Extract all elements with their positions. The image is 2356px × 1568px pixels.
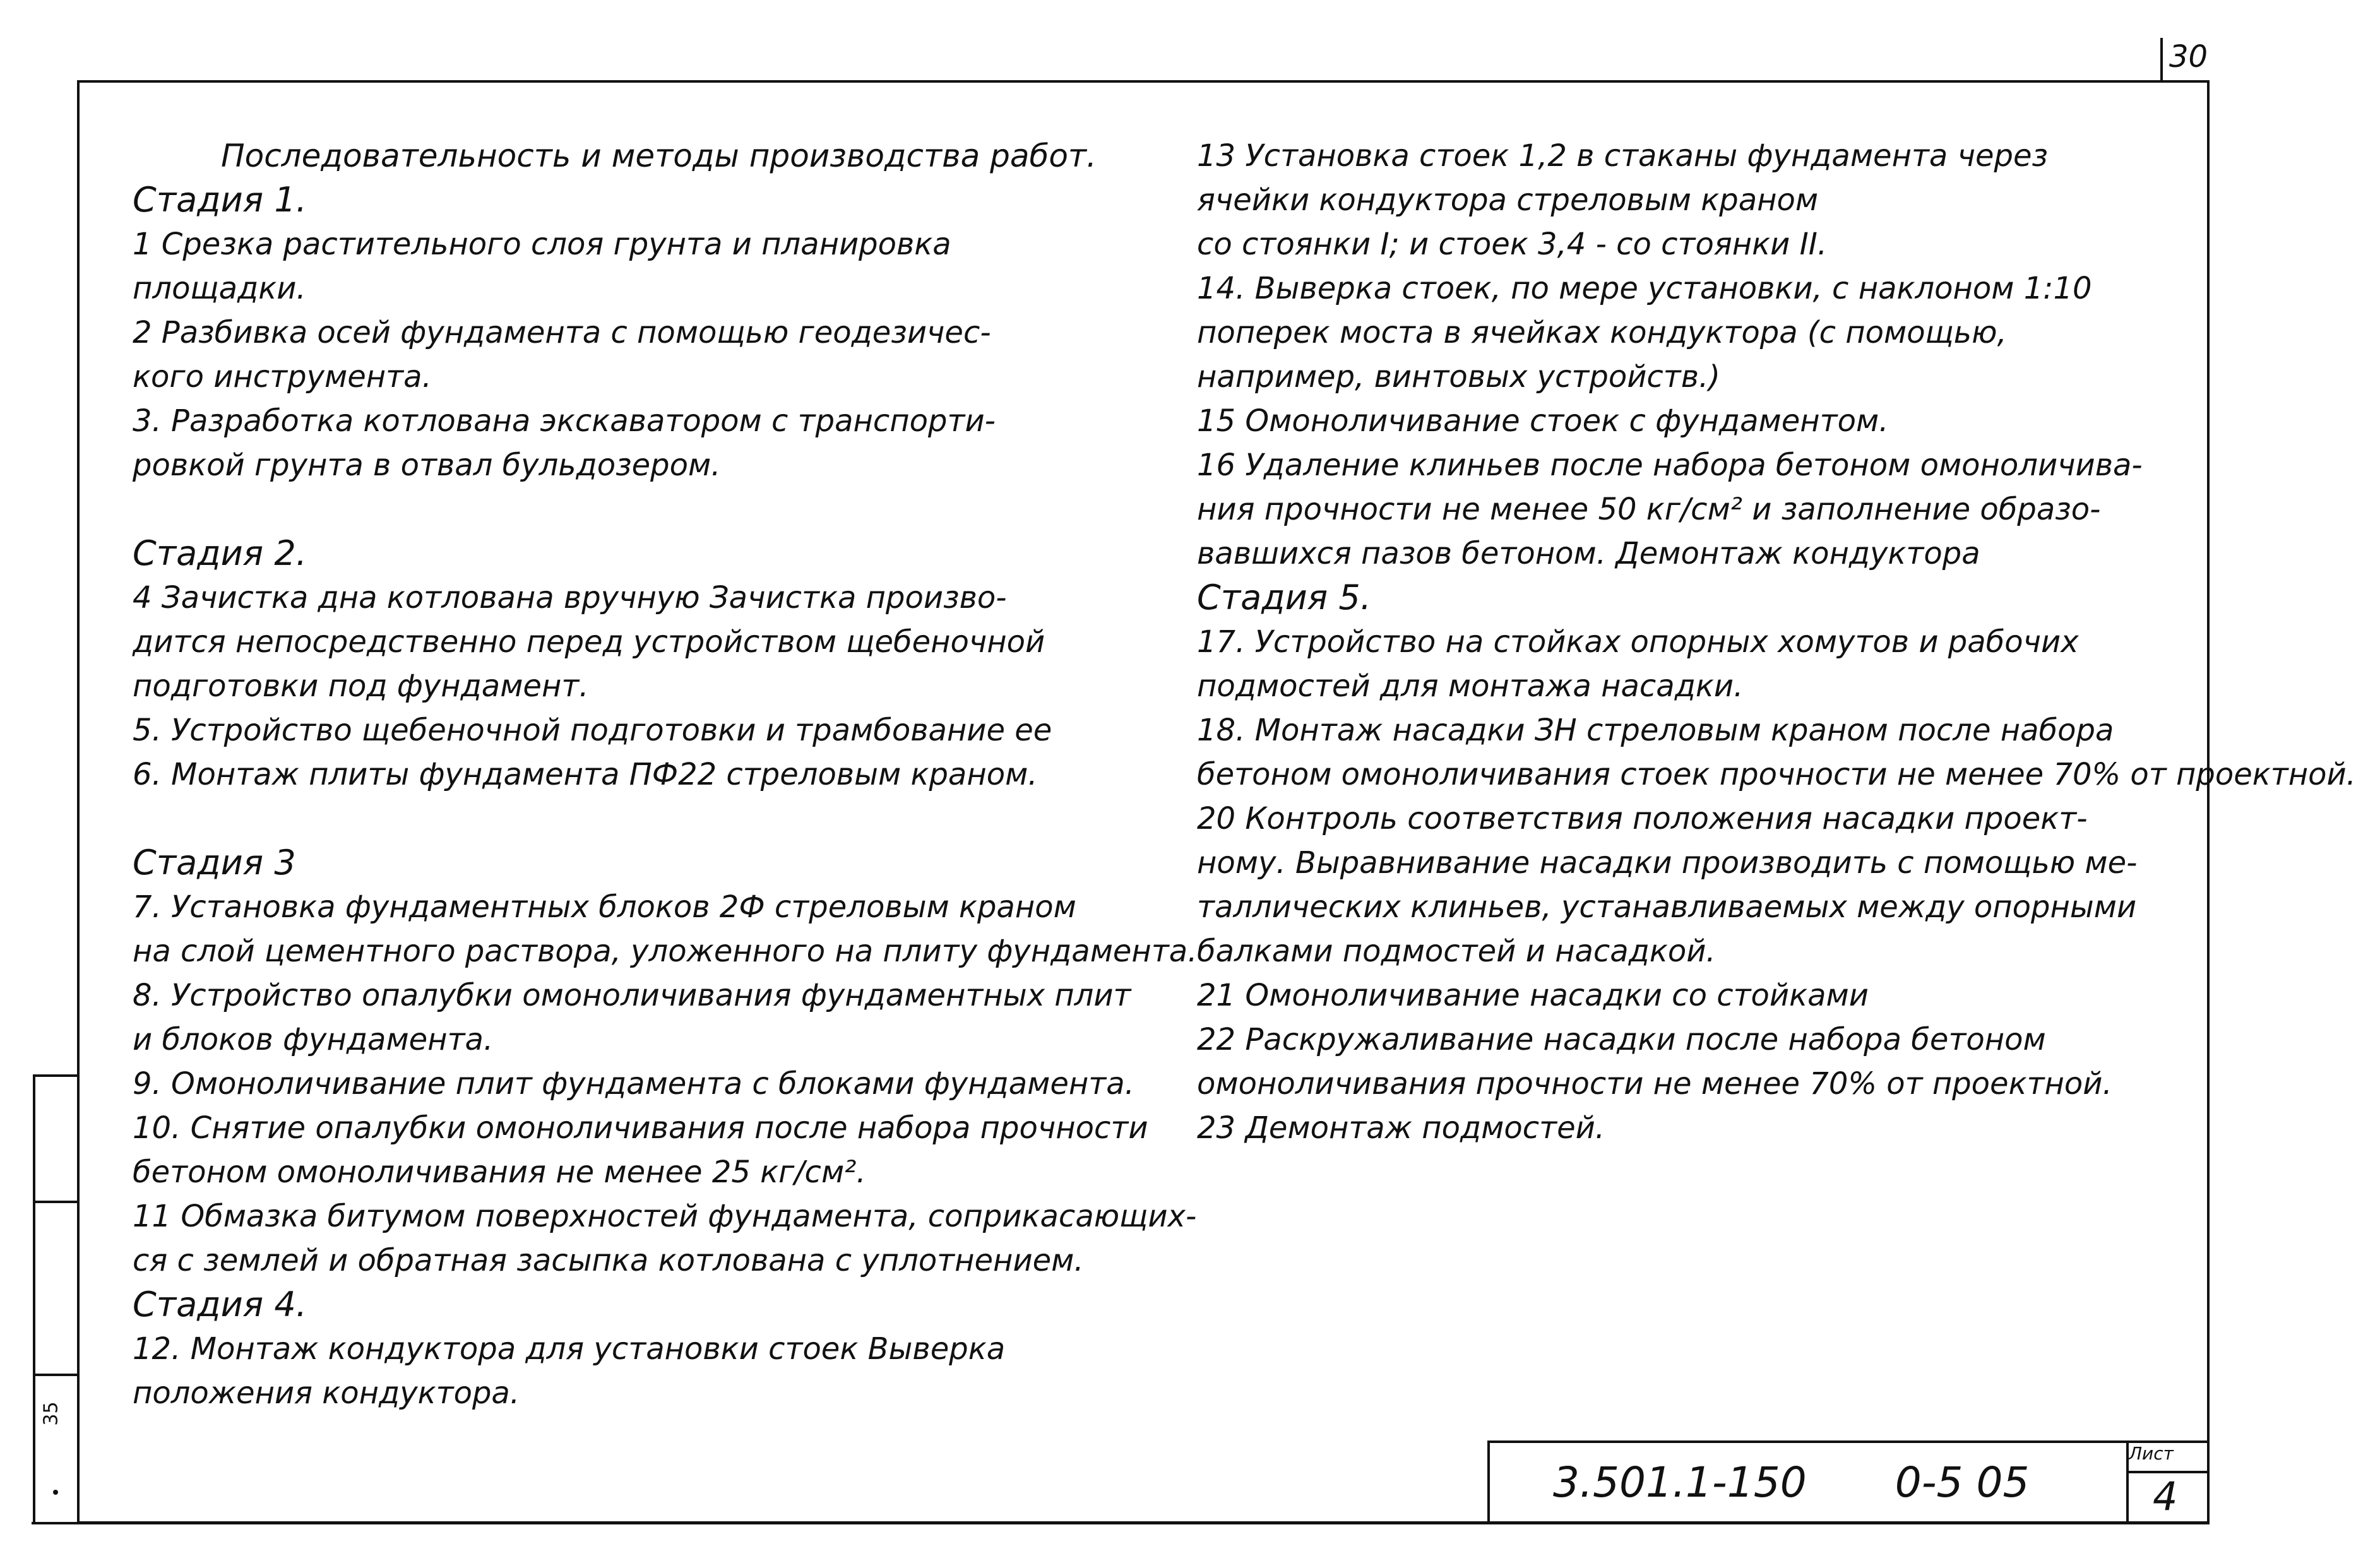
right-text-column xyxy=(1197,134,2356,1150)
text-line: 15 Омоноличивание стоек с фундаментом. xyxy=(1197,403,1889,439)
binding-strip-divider xyxy=(33,1201,77,1203)
text-line: подмостей для монтажа насадки. xyxy=(1197,668,1744,704)
stage-heading: Стадия 1. xyxy=(133,180,307,220)
spacer xyxy=(133,487,1197,532)
text-line: например, винтовых устройств.) xyxy=(1197,359,1721,395)
text-line: ячейки кондуктора стреловым краном xyxy=(1197,182,1819,218)
text-line: 10. Снятие опалубки омоноличивания после набора прочности xyxy=(133,1110,1148,1146)
text-line: поперек моста в ячейках кондуктора (с помощью, xyxy=(1197,315,2007,350)
left-text-column xyxy=(133,134,1197,1415)
text-line: 16 Удаление клиньев после набора бетоном омоноличива- xyxy=(1197,448,2143,483)
text-line: бетоном омоноличивания не менее 25 кг/см². xyxy=(133,1155,866,1190)
text-line: 1 Срезка растительного слоя грунта и планировка xyxy=(133,227,951,262)
page-title: Последовательность и методы производства работ. xyxy=(221,138,1097,174)
text-line: 3. Разработка котлована экскаватором с транспорти- xyxy=(133,403,996,439)
stage-heading: Стадия 2. xyxy=(133,533,307,573)
text-line: площадки. xyxy=(133,271,306,306)
binding-strip-dot xyxy=(53,1490,58,1495)
top-right-tick xyxy=(2160,38,2163,82)
text-line: кого инструмента. xyxy=(133,359,432,395)
text-line: 5. Устройство щебеночной подготовки и трамбование ее xyxy=(133,713,1052,748)
document-code-suffix: 0-5 05 xyxy=(1895,1458,2030,1507)
document-code xyxy=(1553,1458,2029,1507)
text-line: вавшихся пазов бетоном. Демонтаж кондуктора xyxy=(1197,536,1980,571)
text-line: 21 Омоноличивание насадки со стойками xyxy=(1197,978,1869,1013)
text-line: омоноличивания прочности не менее 70% от проектной. xyxy=(1197,1066,2112,1102)
left-lines xyxy=(133,178,1197,1415)
text-line: 17. Устройство на стойках опорных хомутов и рабочих xyxy=(1197,624,2079,660)
text-line: балками подмостей и насадкой. xyxy=(1197,934,1716,969)
sheet-number: 4 xyxy=(2153,1473,2178,1519)
spacer xyxy=(133,797,1197,841)
text-line: и блоков фундамента. xyxy=(133,1022,494,1057)
text-line: 11 Обмазка битумом поверхностей фундамента, соприкасающих- xyxy=(133,1199,1197,1234)
text-line: на слой цементного раствора, уложенного на плиту фундамента. xyxy=(133,934,1198,969)
text-line: 13 Установка стоек 1,2 в стаканы фундамента через xyxy=(1197,138,2049,174)
text-line: 2 Разбивка осей фундамента с помощью геодезичес- xyxy=(133,315,991,350)
binding-strip-divider xyxy=(33,1074,77,1077)
text-line: ному. Выравнивание насадки производить с помощью ме- xyxy=(1197,845,2138,881)
text-line: ровкой грунта в отвал бульдозером. xyxy=(133,448,721,483)
binding-strip-number: 35 xyxy=(40,1401,62,1426)
text-line: 20 Контроль соответствия положения насадки проект- xyxy=(1197,801,2088,836)
text-line: 9. Омоноличивание плит фундамента с блоками фундамента. xyxy=(133,1066,1134,1102)
stage-heading: Стадия 5. xyxy=(1197,578,1371,617)
text-line: 7. Установка фундаментных блоков 2Ф стреловым краном xyxy=(133,889,1076,925)
text-line: со стоянки I; и стоек 3,4 - со стоянки II. xyxy=(1197,227,1828,262)
text-line: дится непосредственно перед устройством щебеночной xyxy=(133,624,1045,660)
sheet-label: Лист xyxy=(2129,1443,2174,1464)
text-line: ния прочности не менее 50 кг/см² и заполнение образо- xyxy=(1197,492,2101,527)
text-line: 18. Монтаж насадки ЗН стреловым краном после набора xyxy=(1197,713,2114,748)
text-line: положения кондуктора. xyxy=(133,1375,520,1411)
binding-strip-line xyxy=(33,1074,35,1524)
document-code-number: 3.501.1-150 xyxy=(1553,1458,1807,1507)
text-line: подготовки под фундамент. xyxy=(133,668,589,704)
text-line: 14. Выверка стоек, по мере установки, с наклоном 1:10 xyxy=(1197,271,2092,306)
stage-heading: Стадия 3 xyxy=(133,843,296,882)
text-line: ся с землей и обратная засыпка котлована с уплотнением. xyxy=(133,1243,1084,1278)
text-line: 23 Демонтаж подмостей. xyxy=(1197,1110,1605,1146)
top-page-number: 30 xyxy=(2169,39,2208,74)
text-line: бетоном омоноличивания стоек прочности не менее 70% от проектной. xyxy=(1197,757,2356,792)
text-line: 12. Монтаж кондуктора для установки стоек Выверка xyxy=(133,1331,1006,1367)
text-line: 4 Зачистка дна котлована вручную Зачистка произво- xyxy=(133,580,1007,615)
stage-heading: Стадия 4. xyxy=(133,1285,307,1324)
text-line: 22 Раскружаливание насадки после набора бетоном xyxy=(1197,1022,2046,1057)
text-line: 6. Монтаж плиты фундамента ПФ22 стреловым краном. xyxy=(133,757,1038,792)
binding-strip-divider xyxy=(33,1374,77,1376)
text-line: таллических клиньев, устанавливаемых между опорными xyxy=(1197,889,2137,925)
right-lines xyxy=(1197,134,2356,1150)
text-line: 8. Устройство опалубки омоноличивания фундаментных плит xyxy=(133,978,1131,1013)
